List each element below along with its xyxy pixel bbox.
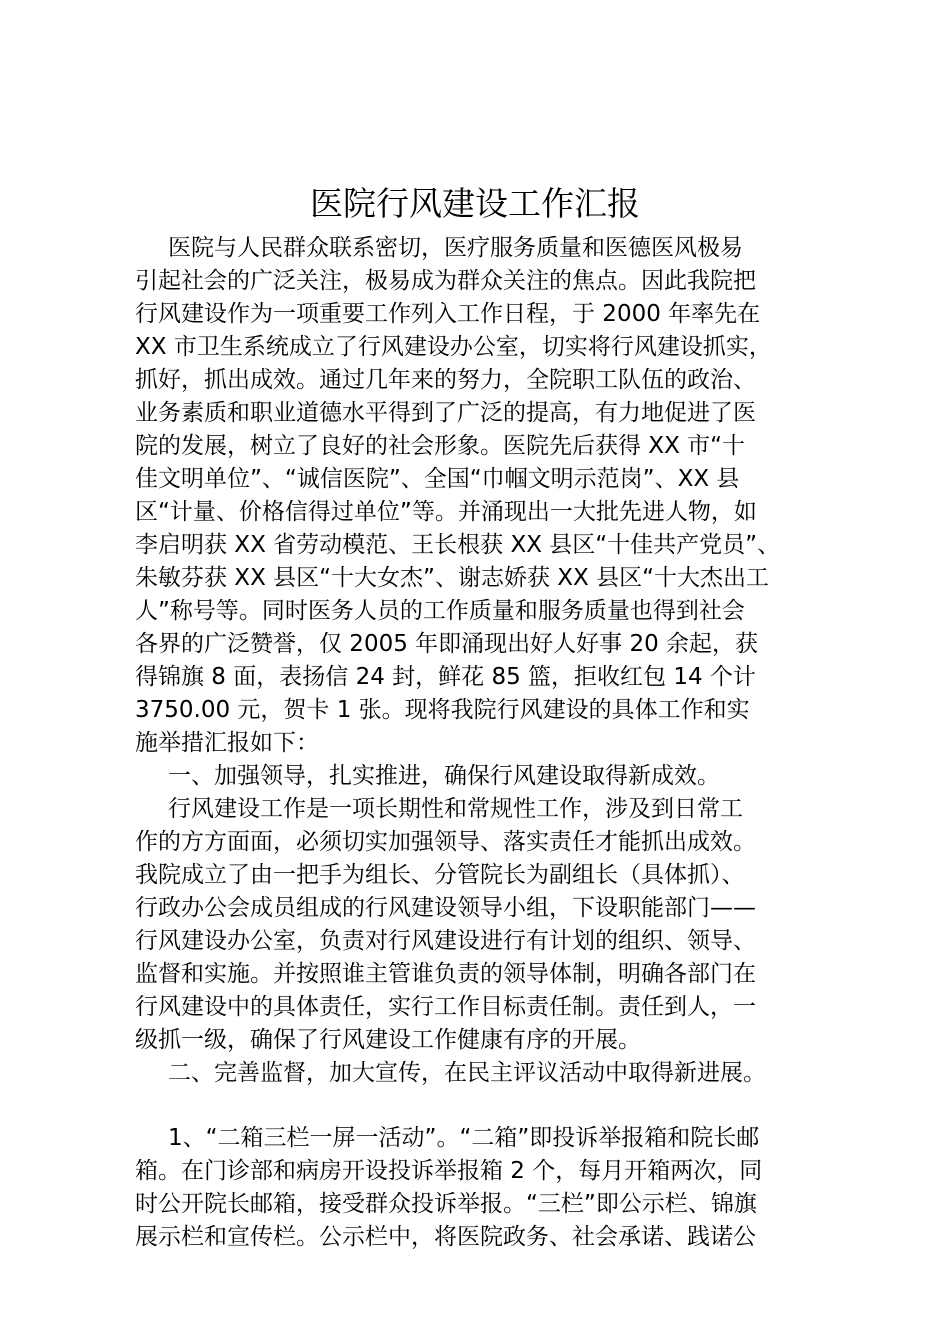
paragraph-line: 3750.00 元，贺卡 1 张。现将我院行风建设的具体工作和实 — [135, 697, 750, 723]
paragraph-line: 行风建设中的具体责任，实行工作目标责任制。责任到人，一 — [135, 994, 756, 1020]
paragraph-line: 级抓一级，确保了行风建设工作健康有序的开展。 — [135, 1027, 641, 1053]
paragraph-line: 监督和实施。并按照谁主管谁负责的领导体制，明确各部门在 — [135, 961, 756, 987]
paragraph-line: 作的方方面面，必须切实加强领导、落实责任才能抓出成效。 — [135, 829, 756, 855]
paragraph-line: 区“计量、价格信得过单位”等。并涌现出一大批先进人物，如 — [135, 499, 757, 525]
section-heading: 一、加强领导，扎实推进，确保行风建设取得新成效。 — [168, 763, 720, 789]
section-heading: 二、完善监督，加大宣传，在民主评议活动中取得新进展。 — [168, 1060, 766, 1086]
paragraph-line: 朱敏芬获 XX 县区“十大女杰”、谢志娇获 XX 县区“十大杰出工 — [135, 565, 770, 591]
paragraph-line: 施举措汇报如下： — [135, 730, 319, 756]
paragraph-line: 院的发展，树立了良好的社会形象。医院先后获得 XX 市“十 — [135, 433, 746, 459]
document-title: 医院行风建设工作汇报 — [310, 184, 640, 223]
paragraph-line: 人”称号等。同时医务人员的工作质量和服务质量也得到社会 — [135, 598, 745, 624]
paragraph-line: 得锦旗 8 面，表扬信 24 封，鲜花 85 篮，拒收红包 14 个计 — [135, 664, 756, 690]
paragraph-line: 行政办公会成员组成的行风建设领导小组，下设职能部门—— — [135, 895, 756, 921]
paragraph-line: 业务素质和职业道德水平得到了广泛的提高，有力地促进了医 — [135, 400, 756, 426]
paragraph-line: 引起社会的广泛关注，极易成为群众关注的焦点。因此我院把 — [135, 268, 756, 294]
paragraph-line: 1、“二箱三栏一屏一活动”。“二箱”即投诉举报箱和院长邮 — [168, 1125, 760, 1151]
paragraph-line: 抓好，抓出成效。通过几年来的努力，全院职工队伍的政治、 — [135, 367, 756, 393]
paragraph-line: 展示栏和宣传栏。公示栏中，将医院政务、社会承诺、践诺公 — [135, 1224, 756, 1250]
paragraph-line: 李启明获 XX 省劳动模范、王长根获 XX 县区“十佳共产党员”、 — [135, 532, 781, 558]
paragraph-line: XX 市卫生系统成立了行风建设办公室，切实将行风建设抓实， — [135, 334, 772, 360]
paragraph-line: 行风建设作为一项重要工作列入工作日程，于 2000 年率先在 — [135, 301, 761, 327]
paragraph-line: 佳文明单位”、“诚信医院”、全国“巾帼文明示范岗”、XX 县 — [135, 466, 740, 492]
paragraph-line: 时公开院长邮箱，接受群众投诉举报。“三栏”即公示栏、锦旗 — [135, 1191, 757, 1217]
paragraph-line: 箱。在门诊部和病房开设投诉举报箱 2 个，每月开箱两次，同 — [135, 1158, 763, 1184]
paragraph-line: 各界的广泛赞誉，仅 2005 年即涌现出好人好事 20 余起，获 — [135, 631, 759, 657]
paragraph-line: 医院与人民群众联系密切，医疗服务质量和医德医风极易 — [168, 235, 743, 261]
paragraph-line: 行风建设工作是一项长期性和常规性工作，涉及到日常工 — [168, 796, 743, 822]
paragraph-line: 我院成立了由一把手为组长、分管院长为副组长（具体抓）、 — [135, 862, 745, 888]
paragraph-line: 行风建设办公室，负责对行风建设进行有计划的组织、领导、 — [135, 928, 756, 954]
